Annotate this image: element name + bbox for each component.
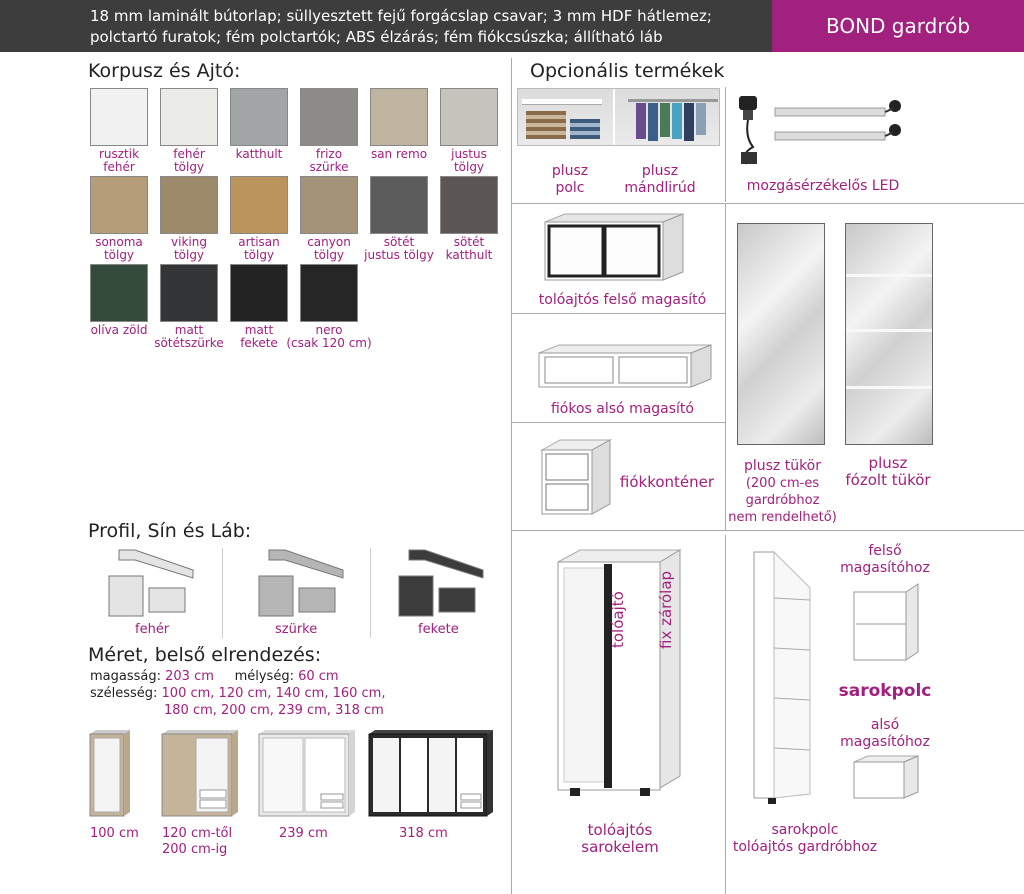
horizontal-divider [511, 313, 725, 314]
swatch-label-line: artisan [238, 235, 280, 249]
door-label: tolóajtó [609, 591, 627, 648]
sarokpolc-title: sarokpolc [838, 681, 932, 701]
polc-line1: plusz [551, 163, 589, 179]
fiokkontener-image [520, 438, 612, 516]
sarokpolc-bottom-line1: sarokpolc [771, 822, 839, 838]
horizontal-divider [511, 203, 1024, 204]
swatch-color [300, 176, 358, 234]
tukor-line2: (200 cm-es [745, 476, 820, 491]
swatch-label-line: sonoma [95, 235, 143, 249]
led-label: mozgásérzékelős LED [746, 178, 900, 194]
swatch-label-line: sötét [383, 235, 415, 249]
brand-title: BOND gardrób [772, 0, 1024, 52]
swatch-label-line: katthult [445, 248, 493, 262]
swatch-color [440, 176, 498, 234]
swatch-label-line: matt [174, 323, 204, 337]
swatch [300, 88, 374, 174]
materials-line-1: 18 mm laminált bútorlap; süllyesztett fejű forgácslap csavar; 3 mm HDF hátlemez; [90, 7, 712, 25]
swatch-label-line: olíva zöld [90, 323, 148, 337]
swatch-color [90, 88, 148, 146]
sarokpolc-bottom-line2: tolóajtós gardróbhoz [732, 839, 878, 855]
swatch-label-line: fekete [240, 336, 278, 350]
size-line: 318 cm [399, 826, 448, 841]
swatch-label-line: fehér [173, 147, 205, 161]
profile-label: fekete [418, 622, 459, 637]
profile-label: szürke [275, 622, 318, 637]
header-bar [0, 0, 772, 52]
swatch-label-line: tölgy [103, 248, 135, 262]
vertical-divider-3 [725, 87, 726, 202]
fozolt-line1: plusz [868, 454, 908, 472]
szelesseg-label: szélesség: [90, 686, 158, 701]
swatch-color [160, 88, 218, 146]
fozolt-line2: fózolt tükör [845, 471, 931, 489]
swatch-label-line: frizo [315, 147, 343, 161]
sarokpolc-bottom-label [725, 822, 885, 856]
magassag-label: magasság: [90, 669, 161, 684]
also-magasitohoz-label [830, 717, 940, 751]
swatch-color [230, 264, 288, 322]
swatch-label-line: nero [315, 323, 343, 337]
tukor-line1: plusz tükör [743, 458, 822, 474]
swatch-label [284, 324, 374, 350]
plusz-polc-label [530, 163, 610, 197]
swatch-label-line: viking [171, 235, 207, 249]
swatch-color [440, 88, 498, 146]
profile-divider [370, 548, 371, 638]
plusz-tukor-label [725, 458, 840, 526]
meret-title: Méret, belső elrendezés: [88, 644, 322, 666]
tukor-line3: gardróbhoz [745, 493, 820, 508]
swatch-color [230, 88, 288, 146]
profile-label: fehér [135, 622, 170, 637]
size-line: 120 cm-től [162, 826, 233, 841]
profile-image [105, 548, 205, 622]
swatch-color [370, 176, 428, 234]
swatch-label-line: sötétszürke [154, 336, 224, 350]
swatch-color [300, 88, 358, 146]
swatch-label-line: katthult [235, 147, 283, 161]
size-label [279, 826, 328, 842]
swatch-label-line: szürke [309, 160, 349, 174]
swatch-color [300, 264, 358, 322]
polc-line2: polc [555, 180, 585, 196]
fozolt-tukor-label [838, 455, 938, 489]
swatch-color [370, 88, 428, 146]
swatch-label-line: tölgy [453, 160, 485, 174]
size-line: 100 cm [90, 826, 139, 841]
swatch-label-line: fehér [103, 160, 135, 174]
profil-title: Profil, Sín és Láb: [88, 520, 252, 542]
felso-line1: felső [868, 543, 902, 559]
swatch-label-line: san remo [370, 147, 428, 161]
horizontal-divider [511, 422, 725, 423]
swatch-label-line: tölgy [313, 248, 345, 262]
also-line1: alsó [870, 717, 900, 733]
swatch-label-line: justus [451, 147, 487, 161]
profile-divider [222, 548, 223, 638]
also-line2: magasítóhoz [840, 734, 930, 750]
swatch-color [160, 264, 218, 322]
sarokelem-line1: tolóajtós [587, 821, 653, 839]
sarokelem-line2: sarokelem [581, 838, 659, 856]
swatch-color [90, 176, 148, 234]
wardrobe-120-200 [160, 728, 240, 818]
swatch-label-line: rusztik [98, 147, 140, 161]
swatch [160, 88, 234, 174]
wardrobe-318 [367, 728, 495, 818]
sarokpolc-image [748, 548, 818, 808]
swatch-color [160, 176, 218, 234]
swatch-label-line: justus tölgy [364, 248, 434, 262]
sarokpolc-felso-image [850, 582, 920, 664]
swatch-label-line: matt [244, 323, 274, 337]
size-label [162, 826, 232, 858]
swatch-color [90, 264, 148, 322]
fiokkontener-label: fiókkonténer [619, 473, 715, 491]
melyseg-label: mélység: [234, 669, 294, 684]
szelesseg-value-2: 180 cm, 200 cm, 239 cm, 318 cm [164, 703, 384, 718]
profile-image [255, 548, 355, 622]
horizontal-divider [511, 530, 1024, 531]
fiokos-also-label: fiókos alsó magasító [550, 401, 694, 417]
profile-image [395, 548, 495, 622]
szelesseg-value-1: 100 cm, 120 cm, 140 cm, 160 cm, [161, 686, 386, 701]
size-line: 239 cm [279, 826, 328, 841]
fix-label: fix zárólap [657, 570, 675, 649]
swatch-label [424, 148, 514, 174]
optional-title: Opcionális termékek [530, 60, 725, 82]
sarokelem-label [550, 822, 690, 856]
meret-details [90, 668, 385, 719]
swatch-color [230, 176, 288, 234]
plusz-tukor-image [737, 223, 825, 445]
wardrobe-239 [257, 728, 357, 818]
size-line: 200 cm-ig [162, 842, 228, 857]
felso-line2: magasítóhoz [840, 560, 930, 576]
swatch-label-line: tölgy [173, 248, 205, 262]
magassag-value: 203 cm [165, 669, 214, 684]
shelf-photo [517, 88, 720, 146]
swatch-label-line: (csak 120 cm) [286, 336, 372, 350]
swatch-label-line: sötét [453, 235, 485, 249]
size-label [90, 826, 139, 842]
tolo-ajto-vertical-label [607, 568, 629, 648]
swatch [440, 88, 514, 174]
swatch [440, 176, 514, 262]
plusz-mandlirud-label [605, 163, 715, 197]
swatch-label-line: tölgy [173, 160, 205, 174]
mandlirud-line1: plusz [641, 163, 679, 179]
tukor-line4: nem rendelhető) [728, 510, 837, 525]
swatch-label-line: tölgy [243, 248, 275, 262]
felso-magasitohoz-label [830, 543, 940, 577]
swatch-label-line: canyon [307, 235, 351, 249]
korpusz-title: Korpusz és Ajtó: [88, 60, 241, 82]
mandlirud-line2: mándlirúd [624, 180, 696, 196]
fix-zarolap-vertical-label [655, 565, 677, 649]
sarokpolc-also-image [850, 754, 920, 800]
materials-line-2: polctartó furatok; fém polctartók; ABS élzárás; fém fiókcsúszka; állítható láb [90, 28, 663, 46]
felso-magasito-label: tolóajtós felső magasító [538, 292, 707, 308]
swatch [286, 264, 374, 350]
led-image [735, 92, 915, 172]
fozolt-tukor-image [845, 223, 933, 445]
swatch-label [424, 236, 514, 262]
size-label [399, 826, 448, 842]
melyseg-value: 60 cm [298, 669, 339, 684]
wardrobe-100 [88, 728, 132, 818]
fiokos-also-image [535, 343, 715, 389]
felso-magasito-image [535, 212, 685, 284]
